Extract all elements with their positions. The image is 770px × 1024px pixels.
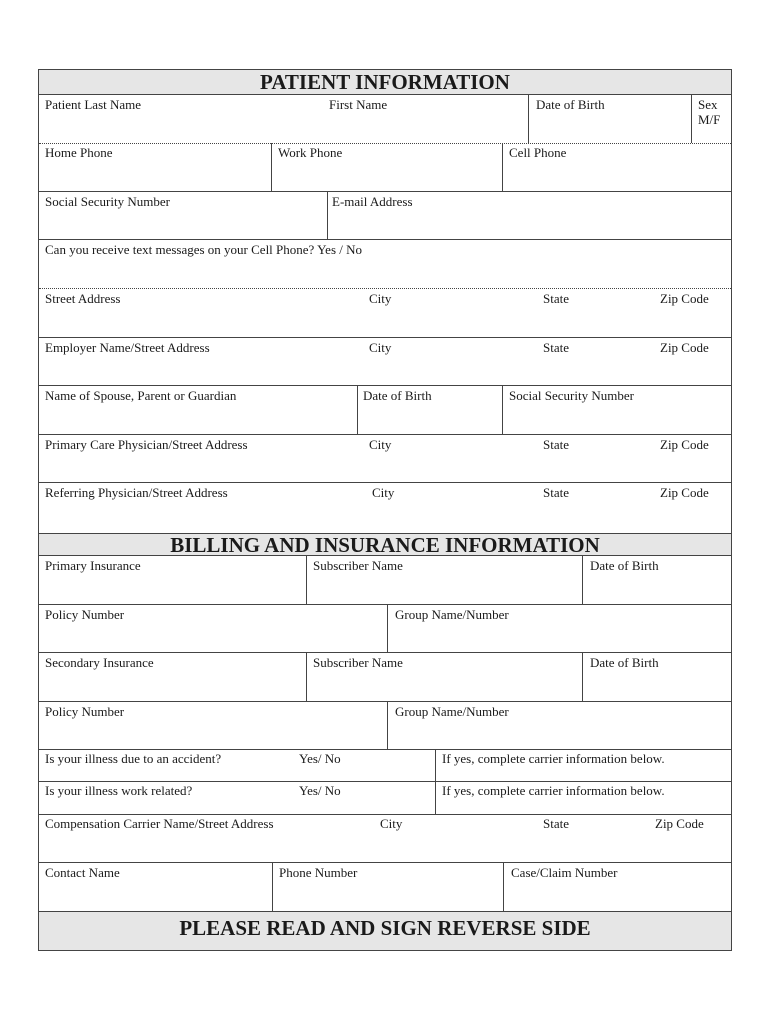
home-phone-label: Home Phone <box>45 145 113 160</box>
street-address-label: Street Address <box>45 291 121 306</box>
zip-code-label: Zip Code <box>660 291 709 306</box>
accident-question: Is your illness due to an accident? <box>45 751 222 766</box>
state-label: State <box>543 291 569 306</box>
first-name-label: First Name <box>329 97 388 112</box>
carrier-state-label: State <box>543 816 569 831</box>
spouse-ssn-label: Social Security Number <box>509 388 634 403</box>
cell-phone-label: Cell Phone <box>509 145 567 160</box>
billing-insurance-heading: BILLING AND INSURANCE INFORMATION <box>39 533 731 556</box>
patient-information-heading: PATIENT INFORMATION <box>39 70 731 95</box>
carrier-zip-label: Zip Code <box>655 816 704 831</box>
subscriber-name-label: Subscriber Name <box>313 558 403 573</box>
phone-number-label: Phone Number <box>279 865 358 880</box>
work-related-note: If yes, complete carrier information below. <box>442 783 665 798</box>
patient-last-name-label: Patient Last Name <box>45 97 142 112</box>
text-messages-question: Can you receive text messages on your Cell Phone? Yes / No <box>45 242 363 257</box>
accident-answer: Yes/ No <box>299 751 341 766</box>
employer-city-label: City <box>369 340 392 355</box>
secondary-group-label: Group Name/Number <box>395 704 509 719</box>
primary-care-physician-label: Primary Care Physician/Street Address <box>45 437 248 452</box>
policy-number-label: Policy Number <box>45 607 125 622</box>
spouse-guardian-label: Name of Spouse, Parent or Guardian <box>45 388 237 403</box>
referring-state-label: State <box>543 485 569 500</box>
referring-city-label: City <box>372 485 395 500</box>
secondary-insurance-label: Secondary Insurance <box>45 655 154 670</box>
employer-zip-label: Zip Code <box>660 340 709 355</box>
city-label: City <box>369 291 392 306</box>
accident-note: If yes, complete carrier information below. <box>442 751 665 766</box>
referring-physician-label: Referring Physician/Street Address <box>45 485 228 500</box>
subscriber-dob-label: Date of Birth <box>590 558 659 573</box>
pcp-city-label: City <box>369 437 392 452</box>
date-of-birth-label: Date of Birth <box>536 97 605 112</box>
employer-label: Employer Name/Street Address <box>45 340 210 355</box>
compensation-carrier-label: Compensation Carrier Name/Street Address <box>45 816 274 831</box>
primary-insurance-label: Primary Insurance <box>45 558 141 573</box>
work-phone-label: Work Phone <box>278 145 343 160</box>
contact-name-label: Contact Name <box>45 865 120 880</box>
sex-label: Sex M/F <box>698 97 721 127</box>
patient-intake-form <box>38 69 732 951</box>
spouse-dob-label: Date of Birth <box>363 388 432 403</box>
group-name-label: Group Name/Number <box>395 607 509 622</box>
work-related-question: Is your illness work related? <box>45 783 193 798</box>
social-security-number-label: Social Security Number <box>45 194 170 209</box>
referring-zip-label: Zip Code <box>660 485 709 500</box>
pcp-state-label: State <box>543 437 569 452</box>
carrier-city-label: City <box>380 816 403 831</box>
work-related-answer: Yes/ No <box>299 783 341 798</box>
secondary-policy-label: Policy Number <box>45 704 125 719</box>
case-claim-number-label: Case/Claim Number <box>511 865 618 880</box>
secondary-subscriber-label: Subscriber Name <box>313 655 403 670</box>
email-address-label: E-mail Address <box>332 194 413 209</box>
pcp-zip-label: Zip Code <box>660 437 709 452</box>
sign-reverse-side-heading: PLEASE READ AND SIGN REVERSE SIDE <box>39 911 731 950</box>
employer-state-label: State <box>543 340 569 355</box>
secondary-dob-label: Date of Birth <box>590 655 659 670</box>
